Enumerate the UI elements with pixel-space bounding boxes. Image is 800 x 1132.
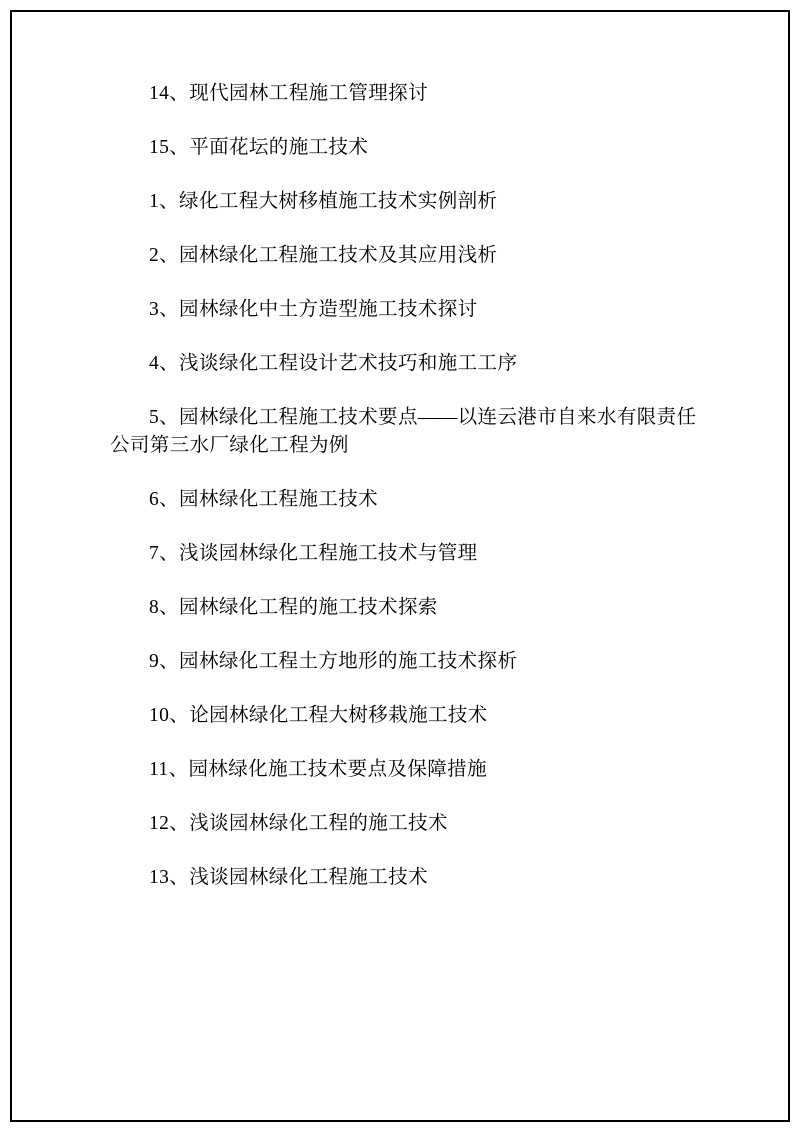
document-line: 2、园林绿化工程施工技术及其应用浅析 xyxy=(149,245,498,266)
document-line: 15、平面花坛的施工技术 xyxy=(149,137,369,158)
document-line: 11、园林绿化施工技术要点及保障措施 xyxy=(149,759,487,780)
document-line: 12、浅谈园林绿化工程的施工技术 xyxy=(149,813,448,834)
document-body xyxy=(110,80,700,892)
document-line: 6、园林绿化工程施工技术 xyxy=(149,489,379,510)
document-line: 8、园林绿化工程的施工技术探索 xyxy=(149,597,438,618)
document-line: 4、浅谈绿化工程设计艺术技巧和施工工序 xyxy=(149,353,518,374)
document-line: 13、浅谈园林绿化工程施工技术 xyxy=(149,867,429,888)
document-line: 5、园林绿化工程施工技术要点——以连云港市自来水有限责任公司第三水厂绿化工程为例 xyxy=(110,407,697,456)
document-line: 7、浅谈园林绿化工程施工技术与管理 xyxy=(149,543,478,564)
document-line: 9、园林绿化工程土方地形的施工技术探析 xyxy=(149,651,518,672)
document-line: 10、论园林绿化工程大树移栽施工技术 xyxy=(149,705,488,726)
document-line: 3、园林绿化中土方造型施工技术探讨 xyxy=(149,299,478,320)
document-line: 1、绿化工程大树移植施工技术实例剖析 xyxy=(149,191,498,212)
document-line: 14、现代园林工程施工管理探讨 xyxy=(149,83,429,104)
